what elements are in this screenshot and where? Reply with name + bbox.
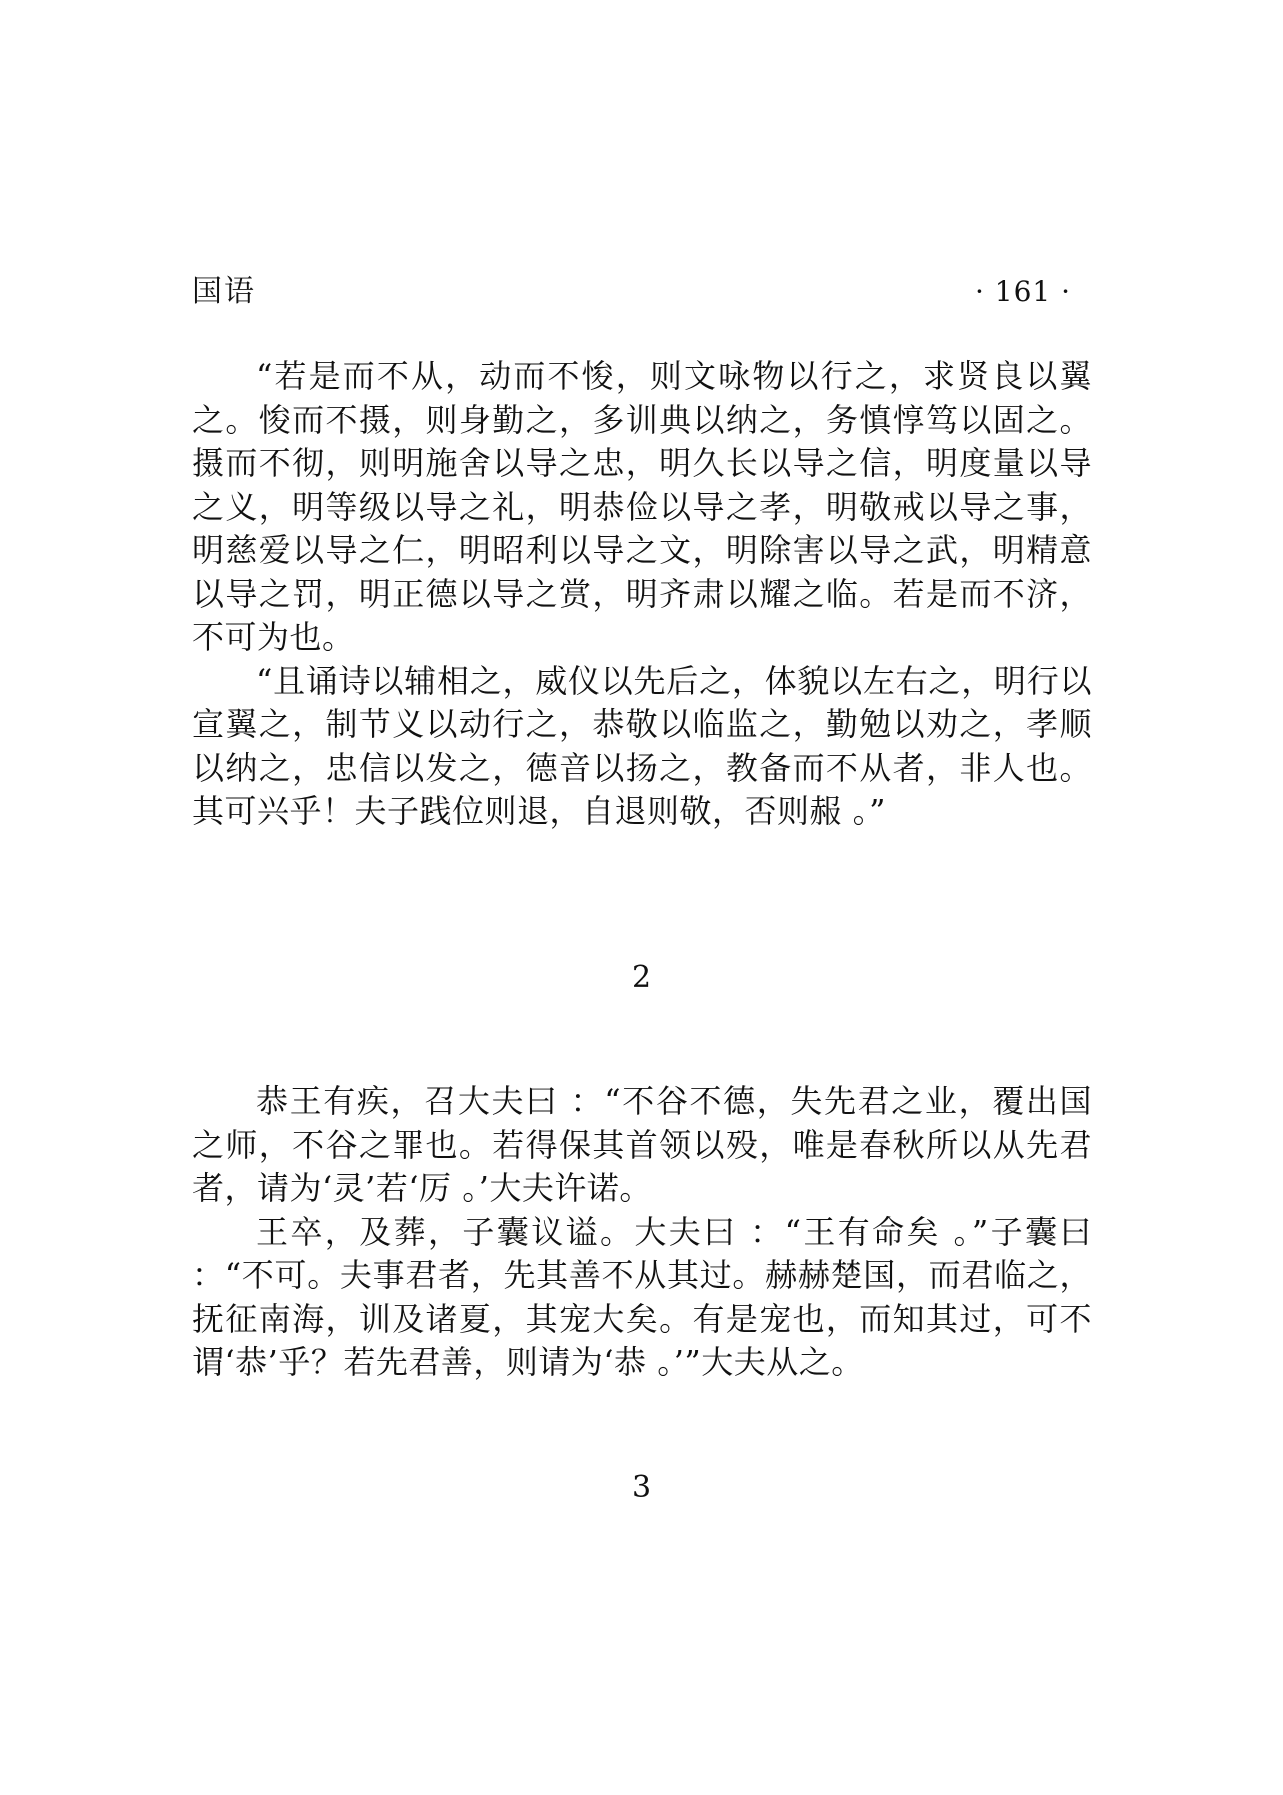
section-number-3: 3 [631,1470,652,1505]
page-number: · 161 · [974,275,1071,308]
section-number-2: 2 [631,960,652,995]
section-2-text [192,1080,1092,1385]
paragraph: 王卒，及葬，子囊议谥。大夫曰 ：“王有命矣 。”子囊曰 ：“不可。夫事君者，先其善不从其过。赫赫楚国，而君临之，抚征南海，训及诸夏，其宠大矣。有是宠也，而知其过，可不谓‘恭’乎？若先君善，则请为‘恭 。’”大夫从之。 [192,1212,1092,1381]
section-1-text [192,355,1092,834]
paragraph: “且诵诗以辅相之，威仪以先后之，体貌以左右之，明行以宣翼之，制节义以动行之，恭敬以临监之，勤勉以劝之，孝顺以纳之，忠信以发之，德音以扬之，教备而不从者，非人也。其可兴乎！夫子践位则退，自退则敬，否则赧 。” [192,661,1092,830]
paragraph: “若是而不从，动而不悛，则文咏物以行之，求贤良以翼之。悛而不摄，则身勤之，多训典以纳之，务慎惇笃以固之。摄而不彻，则明施舍以导之忠，明久长以导之信，明度量以导之义，明等级以导之礼，明恭俭以导之孝，明敬戒以导之事，明慈爱以导之仁，明昭利以导之文，明除害以导之武，明精意以导之罚，明正德以导之赏，明齐肃以耀之临。若是而不济，不可为也。 [192,357,1092,656]
paragraph: 恭王有疾，召大夫曰 ：“不谷不德，失先君之业，覆出国之师，不谷之罪也。若得保其首领以殁，唯是春秋所以从先君者，请为‘灵’若‘厉 。’大夫许诺。 [192,1082,1092,1207]
book-title: 国语 [192,274,256,309]
